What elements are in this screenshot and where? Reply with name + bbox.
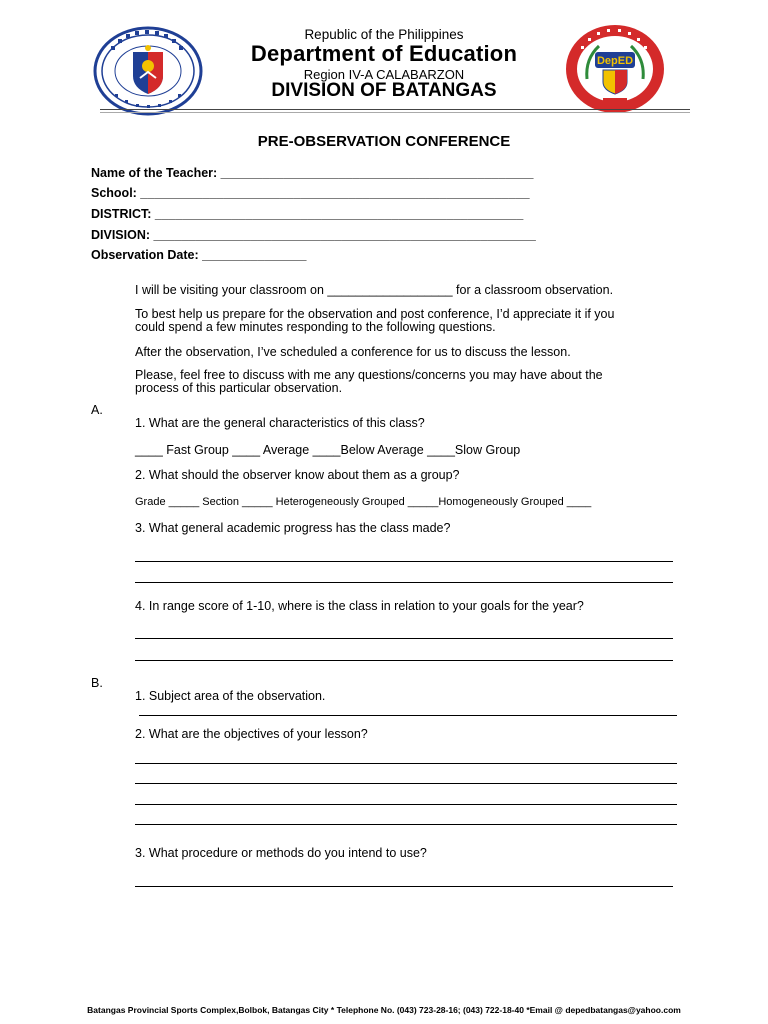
section-a-label: A. xyxy=(91,403,103,417)
answer-line[interactable] xyxy=(135,660,673,661)
section-b-question-3: 3. What procedure or methods do you intend to use? xyxy=(135,846,427,860)
answer-line[interactable] xyxy=(135,886,673,887)
header-divider-thin xyxy=(100,112,690,113)
answer-line[interactable] xyxy=(139,715,677,716)
district-field[interactable]: DISTRICT: _____________________________________________________ xyxy=(91,207,524,221)
svg-text:DepED: DepED xyxy=(596,55,634,67)
republic-line: Republic of the Philippines xyxy=(304,27,464,42)
section-a-question-4: 4. In range score of 1-10, where is the class in relation to your goals for the year? xyxy=(135,599,584,613)
footer-contact-info: Batangas Provincial Sports Complex,Bolbok, Batangas City * Telephone No. (043) 723-28-16; (043) 722-18-40 *Email @ depedbatangas@yahoo.com xyxy=(87,1005,681,1015)
section-a-question-2: 2. What should the observer know about them as a group? xyxy=(135,468,460,482)
intro-paragraph-1: I will be visiting your classroom on __________________ for a classroom observation. xyxy=(135,283,614,297)
region-line: Region IV-A CALABARZON xyxy=(303,67,465,82)
department-title: Department of Education xyxy=(250,41,518,66)
header-divider xyxy=(100,109,690,110)
intro-paragraph-2-line-2: could spend a few minutes responding to the following questions. xyxy=(135,320,496,334)
teacher-name-field[interactable]: Name of the Teacher: _____________________________________________ xyxy=(91,166,534,180)
observation-date-field[interactable]: Observation Date: _______________ xyxy=(91,248,307,262)
class-characteristics-options[interactable]: ____ Fast Group ____ Average ____Below Average ____Slow Group xyxy=(135,443,521,457)
answer-line[interactable] xyxy=(135,783,677,784)
answer-line[interactable] xyxy=(135,804,677,805)
grouping-options[interactable]: Grade _____ Section _____ Heterogeneously Grouped _____Homogeneously Grouped ____ xyxy=(135,496,592,508)
answer-line[interactable] xyxy=(135,824,677,825)
section-a-question-3: 3. What general academic progress has the class made? xyxy=(135,521,451,535)
form-title: PRE-OBSERVATION CONFERENCE xyxy=(257,133,511,150)
intro-paragraph-4-line-1: Please, feel free to discuss with me any questions/concerns you may have about the xyxy=(135,368,603,382)
section-a-question-1: 1. What are the general characteristics of this class? xyxy=(135,416,425,430)
intro-paragraph-3: After the observation, I’ve scheduled a conference for us to discuss the lesson. xyxy=(135,345,571,359)
answer-line[interactable] xyxy=(135,763,677,764)
school-field[interactable]: School: ________________________________________________________ xyxy=(91,186,530,200)
division-title: DIVISION OF BATANGAS xyxy=(271,80,497,101)
intro-paragraph-4-line-2: process of this particular observation. xyxy=(135,381,343,395)
intro-paragraph-2-line-1: To best help us prepare for the observation and post conference, I’d appreciate it if you xyxy=(135,307,615,321)
section-b-label: B. xyxy=(91,676,103,690)
division-field[interactable]: DIVISION: _______________________________________________________ xyxy=(91,228,536,242)
answer-line[interactable] xyxy=(135,582,673,583)
answer-line[interactable] xyxy=(135,561,673,562)
section-b-question-1: 1. Subject area of the observation. xyxy=(135,689,326,703)
section-b-question-2: 2. What are the objectives of your lesson? xyxy=(135,727,368,741)
answer-line[interactable] xyxy=(135,638,673,639)
